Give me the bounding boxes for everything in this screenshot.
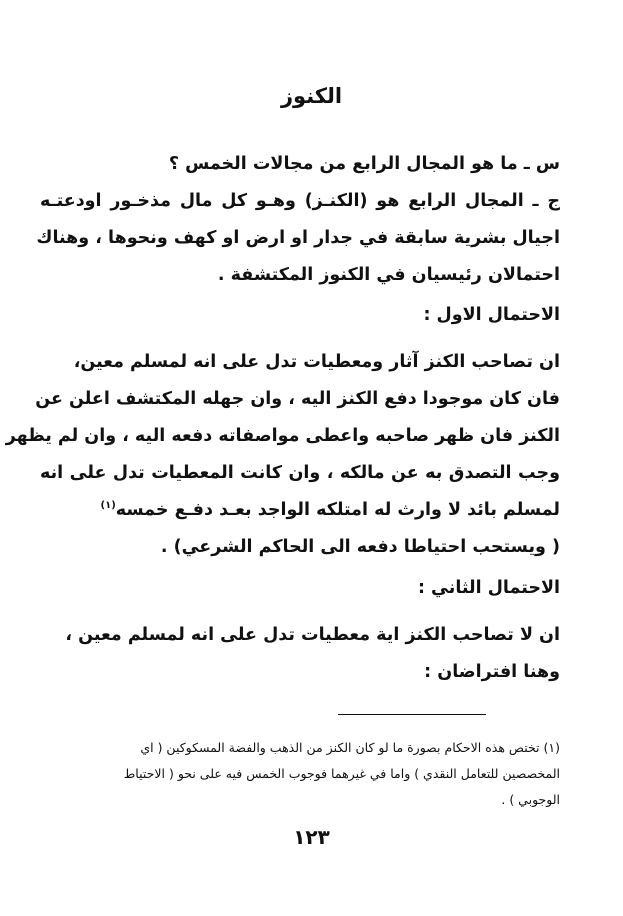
section2-heading-text: الاحتمال الثاني : (417, 578, 560, 598)
footnote-line-1: (١) تختص هذه الاحكام بصورة ما لو كان الكنز من الذهب والفضة المسكوكين ( اي (140, 740, 560, 755)
chapter-title: الكنوز (280, 84, 343, 108)
section1-line-3: الكنز فان ظهر صاحبه واعطى مواصفاته دفعه اليه ، وان لم يظهر (5, 426, 560, 446)
answer-line-3: احتمالان رئيسيان في الكنوز المكتشفة . (217, 265, 560, 285)
footnote-block (40, 735, 560, 813)
footnote-line-3: الوجوبي ) . (501, 792, 560, 807)
page-number: ١٢٣ (293, 825, 330, 849)
answer-line-1: ج ـ المجال الرابع هو (الكنـز) وهـو كل مال مذخـور اودعتـه (40, 191, 560, 211)
section1-heading (40, 297, 560, 334)
section1-heading-text: الاحتمال الاول : (423, 305, 560, 325)
section1-line-4: وجب التصدق به عن مالكه ، وان كانت المعطيات تدل على انه (40, 463, 560, 483)
section2-line-2: وهنا افتراضان : (424, 662, 560, 682)
section1-line-5-text: لمسلم بائد لا وارث له امتلكه الواجد بعـد دفـع خمسه (115, 500, 560, 520)
section1-line-1: ان تصاحب الكنز آثار ومعطيات تدل على انه لمسلم معين، (73, 352, 560, 372)
answer-line-2: اجيال بشرية سابقة في جدار او ارض او كهف ونحوها ، وهناك (36, 228, 560, 248)
section2-heading (40, 570, 560, 607)
section2-line-1: ان لا تصاحب الكنز اية معطيات تدل على انه لمسلم معين ، (65, 625, 560, 645)
question-paragraph (40, 146, 560, 183)
section1-line-6: ( ويستحب احتياطا دفعه الى الحاكم الشرعي) . (160, 537, 560, 557)
footnote-divider (338, 714, 486, 715)
section1-line-5 (40, 492, 560, 529)
footnote-marker: (١) (100, 500, 116, 512)
section1-paragraph (5, 344, 560, 566)
answer-paragraph (36, 183, 560, 294)
question-line: س ـ ما هو المجال الرابع من مجالات الخمس ؟ (168, 154, 560, 174)
section1-line-2: فان كان موجودا دفع الكنز اليه ، وان جهله المكتشف اعلن عن (35, 389, 560, 409)
section2-paragraph (40, 617, 560, 691)
footnote-line-2: المخصصين للتعامل النقدي ) واما في غيرهما فوجوب الخمس فيه على نحو ( الاحتياط (123, 766, 560, 781)
